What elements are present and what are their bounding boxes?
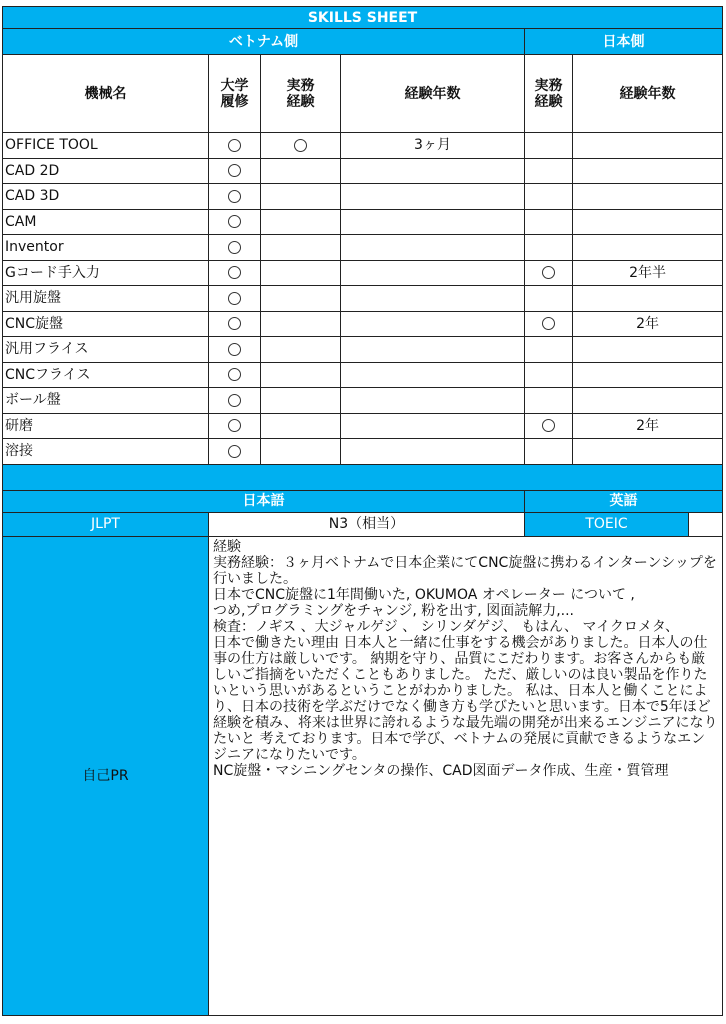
practical-mark	[261, 235, 341, 261]
practical-mark	[261, 413, 341, 439]
skill-row	[3, 260, 723, 286]
jp-practical-header: 実務 経験	[525, 55, 573, 133]
spacer-band	[3, 464, 723, 490]
jp-practical-mark	[525, 286, 573, 312]
practical-mark	[261, 133, 341, 159]
university-mark	[209, 133, 261, 159]
practical-mark	[261, 388, 341, 414]
practical-mark	[261, 158, 341, 184]
jp-practical-mark	[525, 439, 573, 465]
self-pr-text	[209, 536, 723, 1015]
skill-row	[3, 388, 723, 414]
skill-row	[3, 235, 723, 261]
jp-experience-years	[573, 209, 723, 235]
skill-row	[3, 209, 723, 235]
japan-section-header: 日本側	[525, 29, 723, 55]
self-pr-label: 自己PR	[3, 536, 209, 1015]
experience-years	[341, 413, 525, 439]
skill-row	[3, 413, 723, 439]
self-pr-line: 検査：ノギス 、大ジャルゲジ 、 シリンダゲジ、 もはん、 マイクロメタ、	[213, 618, 680, 635]
practical-mark	[261, 311, 341, 337]
jp-experience-years	[573, 133, 723, 159]
self-pr-line: 経験	[213, 538, 241, 555]
skill-row	[3, 286, 723, 312]
jp-experience-years	[573, 439, 723, 465]
jp-experience-years: 2年	[573, 311, 723, 337]
experience-years	[341, 362, 525, 388]
practical-header: 実務 経験	[261, 55, 341, 133]
circle-mark-icon	[228, 317, 241, 330]
university-mark	[209, 209, 261, 235]
experience-years	[341, 388, 525, 414]
machine-name: Gコード手入力	[3, 260, 209, 286]
toeic-label: TOEIC	[525, 512, 689, 536]
circle-mark-icon	[228, 139, 241, 152]
experience-years	[341, 286, 525, 312]
skills-sheet-table	[2, 6, 723, 1016]
practical-mark	[261, 362, 341, 388]
university-mark	[209, 235, 261, 261]
circle-mark-icon	[542, 266, 555, 279]
machine-name-header: 機械名	[3, 55, 209, 133]
machine-name: OFFICE TOOL	[3, 133, 209, 159]
university-mark	[209, 286, 261, 312]
skill-row	[3, 362, 723, 388]
jp-experience-years: 2年	[573, 413, 723, 439]
practical-mark	[261, 209, 341, 235]
circle-mark-icon	[228, 241, 241, 254]
experience-years	[341, 184, 525, 210]
jp-practical-mark	[525, 337, 573, 363]
experience-years	[341, 260, 525, 286]
skill-row	[3, 311, 723, 337]
skill-row	[3, 158, 723, 184]
jp-practical-mark	[525, 209, 573, 235]
jp-practical-mark	[525, 158, 573, 184]
university-mark	[209, 337, 261, 363]
circle-mark-icon	[294, 139, 307, 152]
practical-mark	[261, 439, 341, 465]
experience-years	[341, 439, 525, 465]
jp-experience-years	[573, 158, 723, 184]
circle-mark-icon	[542, 419, 555, 432]
self-pr-line: 日本で働きたい理由 日本人と一緒に仕事をする機会がありました。日本人の仕事の仕方は厳しいです。 納期を守り、品質にこだわります。お客さんからも厳しいご指摘をいただくこともありました。 ただ、厳しいのは良い製品を作りたいという思いがあるということがわかりました。 私は、日本人と働くことにより、日本の技術を学ぶだけでなく働き方も学びたいと思います。日本で5年ほど経験を積み、将来は世界に誇れるような最先端の開発が出来るエンジニアになりたいと 考えております。日本で学び、ベトナムの発展に貢献できるようなエンジニアになりたいです。	[213, 634, 718, 763]
jp-experience-years: 2年半	[573, 260, 723, 286]
university-header: 大学 履修	[209, 55, 261, 133]
circle-mark-icon	[228, 419, 241, 432]
university-mark	[209, 260, 261, 286]
self-pr-line: NC旋盤・マシニングセンタの操作、CAD図面データ作成、生産・質管理	[213, 762, 669, 779]
skill-row	[3, 133, 723, 159]
university-mark	[209, 388, 261, 414]
jp-practical-mark	[525, 388, 573, 414]
jp-experience-years	[573, 337, 723, 363]
jp-experience-years	[573, 184, 723, 210]
practical-mark	[261, 260, 341, 286]
university-mark	[209, 362, 261, 388]
jp-experience-years	[573, 388, 723, 414]
circle-mark-icon	[228, 190, 241, 203]
jp-practical-mark	[525, 311, 573, 337]
circle-mark-icon	[228, 215, 241, 228]
university-mark	[209, 439, 261, 465]
circle-mark-icon	[542, 317, 555, 330]
jp-practical-mark	[525, 260, 573, 286]
experience-years	[341, 311, 525, 337]
machine-name: Inventor	[3, 235, 209, 261]
jp-practical-mark	[525, 362, 573, 388]
self-pr-line: 日本でCNC旋盤に1年間働いた, OKUMOA オペレーター について ,	[213, 586, 635, 603]
experience-years: 3ヶ月	[341, 133, 525, 159]
self-pr-line: つめ,プログラミングをチャンジ, 粉を出す, 図面読解力,...	[213, 602, 575, 619]
skill-rows	[3, 133, 723, 465]
practical-mark	[261, 184, 341, 210]
jp-practical-mark	[525, 133, 573, 159]
years-header: 経験年数	[341, 55, 525, 133]
machine-name: 溶接	[3, 439, 209, 465]
university-mark	[209, 184, 261, 210]
jp-years-header: 経験年数	[573, 55, 723, 133]
jp-experience-years	[573, 286, 723, 312]
jp-experience-years	[573, 362, 723, 388]
experience-years	[341, 337, 525, 363]
circle-mark-icon	[228, 343, 241, 356]
university-mark	[209, 311, 261, 337]
circle-mark-icon	[228, 445, 241, 458]
jp-practical-mark	[525, 235, 573, 261]
jp-practical-mark	[525, 413, 573, 439]
jp-experience-years	[573, 235, 723, 261]
vietnam-section-header: ベトナム側	[3, 29, 525, 55]
machine-name: ボール盤	[3, 388, 209, 414]
skill-row	[3, 184, 723, 210]
circle-mark-icon	[228, 292, 241, 305]
machine-name: 汎用フライス	[3, 337, 209, 363]
self-pr-line: 実務経験：３ヶ月ベトナムで日本企業にてCNC旋盤に携わるインターンシップを行いました。	[213, 554, 717, 587]
circle-mark-icon	[228, 266, 241, 279]
practical-mark	[261, 337, 341, 363]
jlpt-label: JLPT	[3, 512, 209, 536]
english-language-header: 英語	[525, 490, 723, 512]
experience-years	[341, 209, 525, 235]
skill-row	[3, 337, 723, 363]
practical-mark	[261, 286, 341, 312]
toeic-value	[689, 512, 723, 536]
experience-years	[341, 158, 525, 184]
circle-mark-icon	[228, 394, 241, 407]
circle-mark-icon	[228, 368, 241, 381]
university-mark	[209, 413, 261, 439]
jp-practical-mark	[525, 184, 573, 210]
machine-name: CNCフライス	[3, 362, 209, 388]
machine-name: 汎用旋盤	[3, 286, 209, 312]
machine-name: CNC旋盤	[3, 311, 209, 337]
sheet-title: SKILLS SHEET	[3, 7, 723, 29]
circle-mark-icon	[228, 164, 241, 177]
machine-name: 研磨	[3, 413, 209, 439]
jlpt-value: N3（相当）	[209, 512, 525, 536]
university-mark	[209, 158, 261, 184]
experience-years	[341, 235, 525, 261]
japanese-language-header: 日本語	[3, 490, 525, 512]
machine-name: CAD 2D	[3, 158, 209, 184]
machine-name: CAM	[3, 209, 209, 235]
machine-name: CAD 3D	[3, 184, 209, 210]
skill-row	[3, 439, 723, 465]
